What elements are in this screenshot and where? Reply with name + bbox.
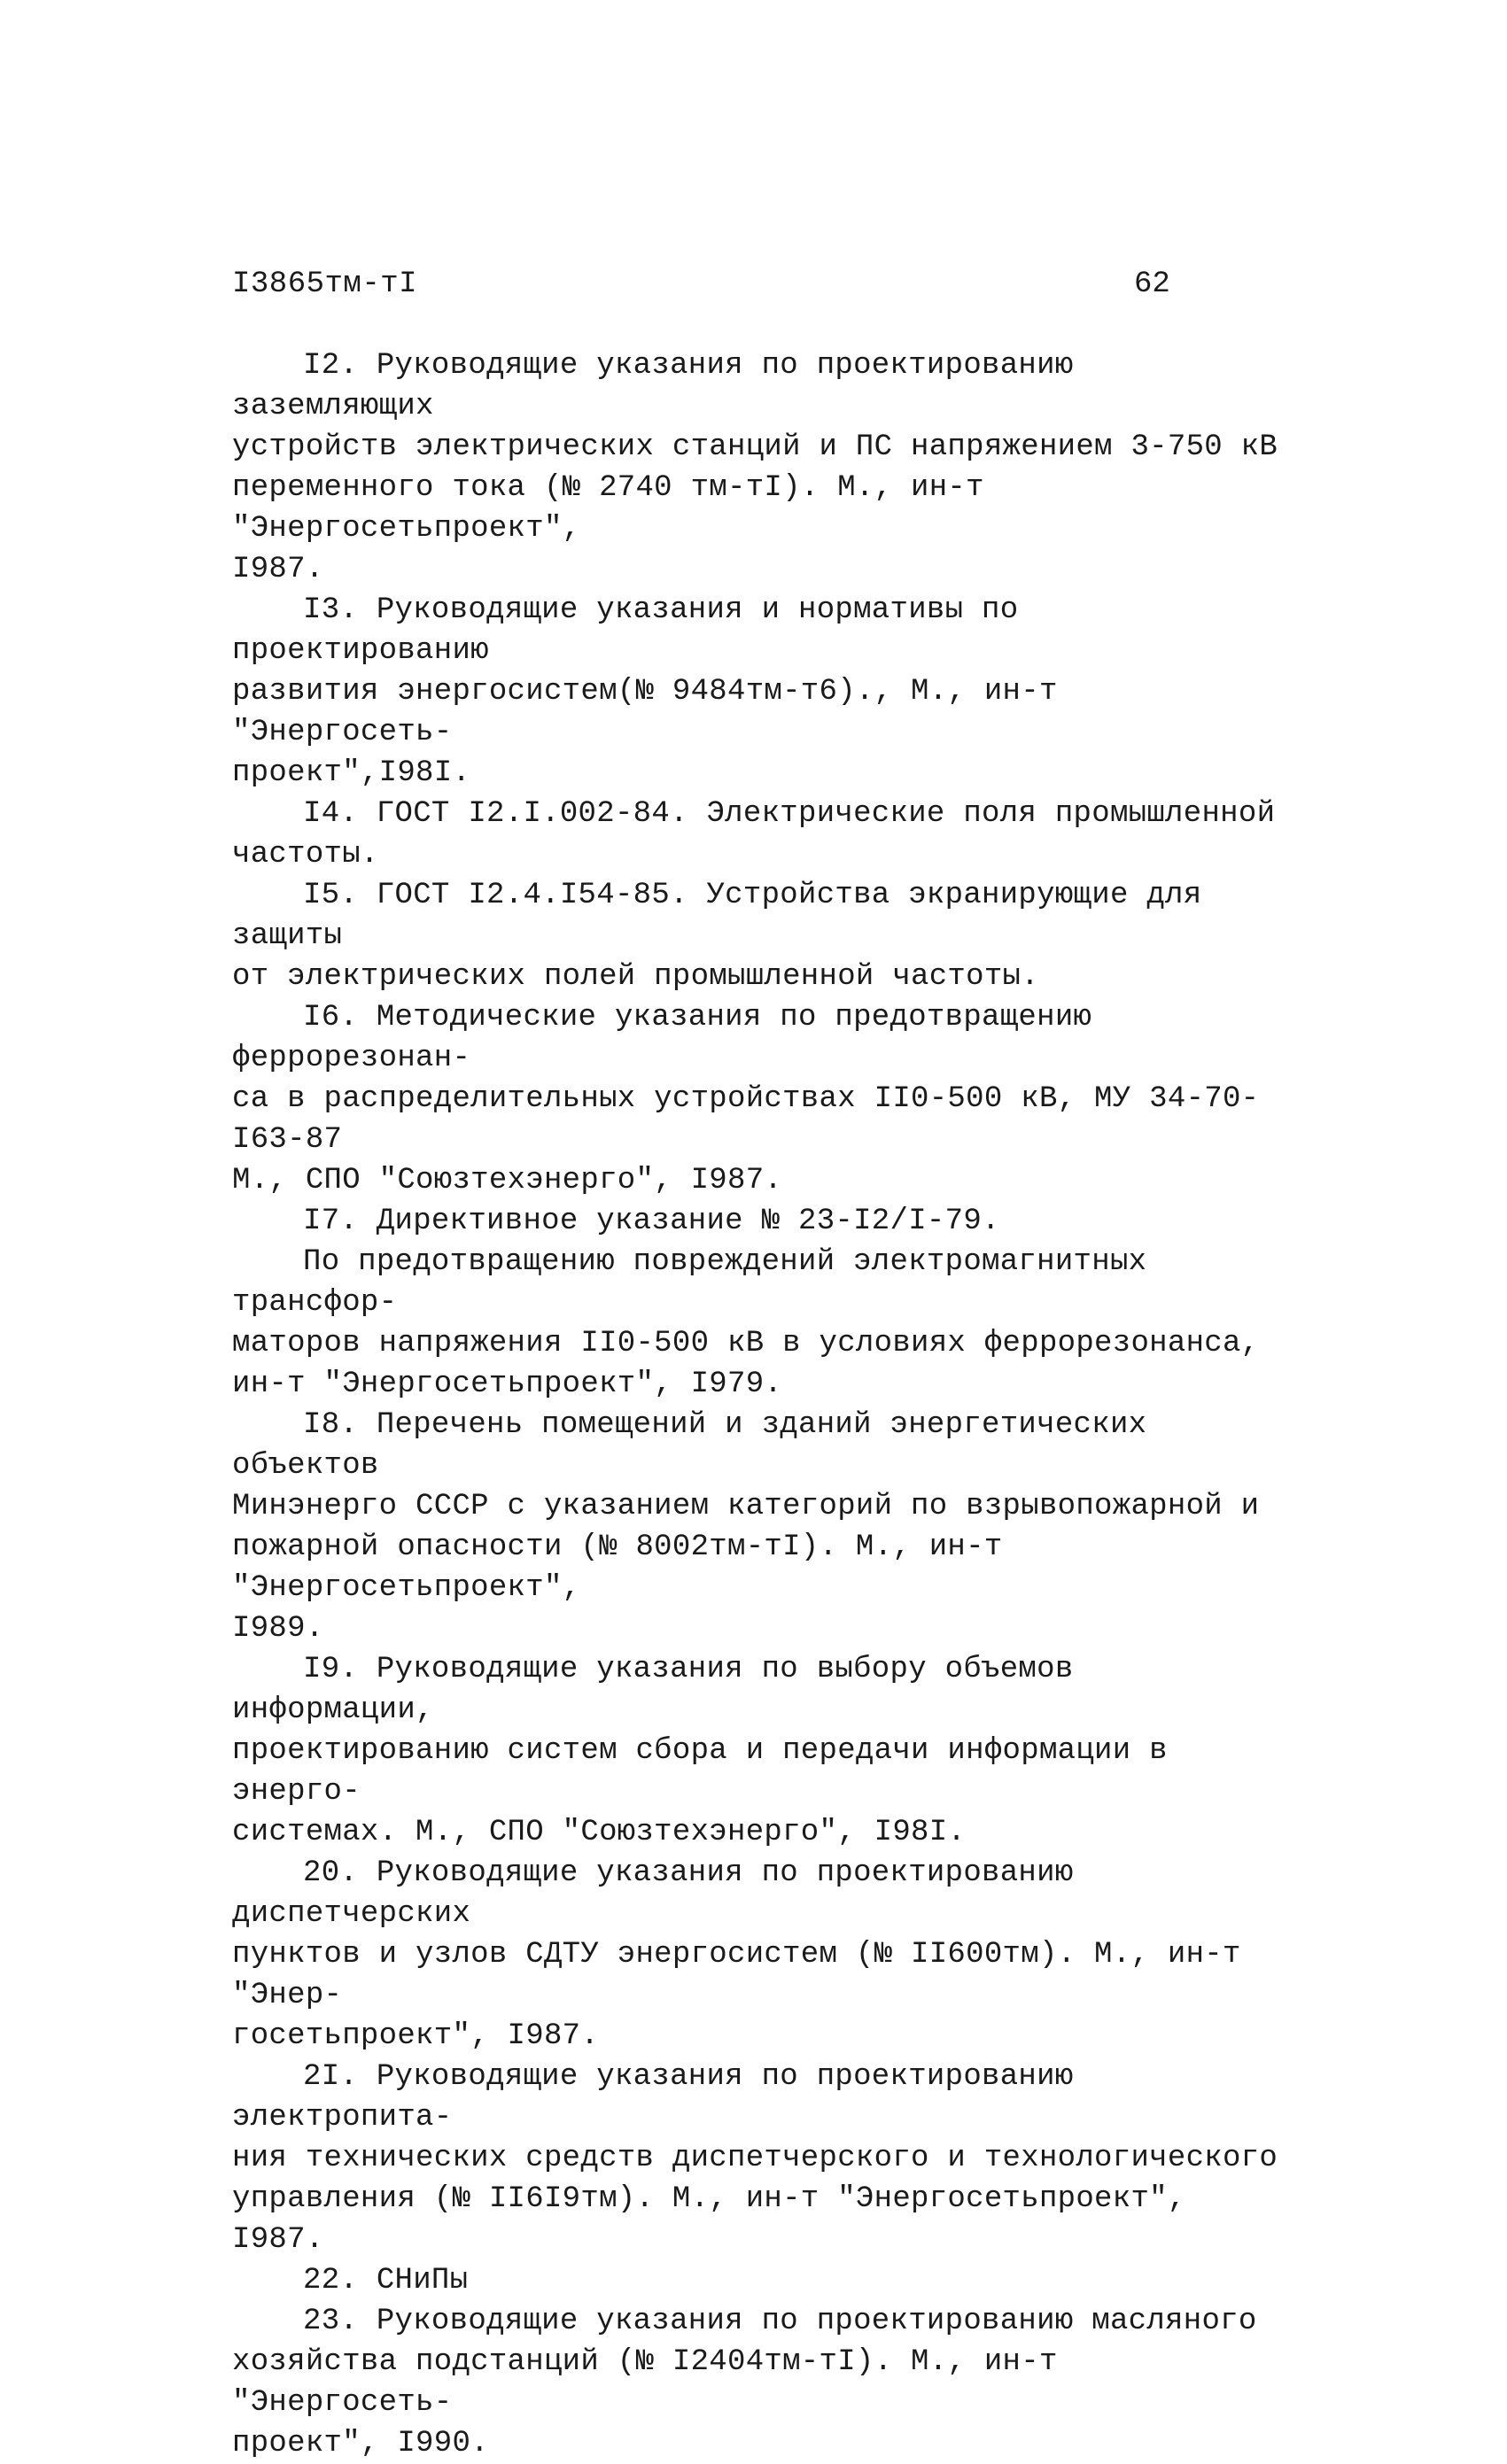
reference-item-21: 2I. Руководящие указания по проектированию электропита- ния технических средств диспетчерского и технологического управления (№ II6I9тм). М., ин-т "Энергосетьпроект", I987.: [232, 2060, 1278, 2257]
document-code: I3865тм-тI: [232, 267, 418, 301]
reference-item-13: I3. Руководящие указания и нормативы по проектированию развития энергосистем(№ 9484тм-т6)., М., ин-т "Энергосеть- проект",I98I.: [232, 593, 1058, 790]
reference-item-20: 20. Руководящие указания по проектированию диспетчерских пунктов и узлов СДТУ энергосистем (№ II600тм). М., ин-т "Энер- госетьпроект", I987.: [232, 1856, 1241, 2053]
page-number: 62: [1134, 267, 1170, 301]
reference-item-16: I6. Методические указания по предотвращению феррорезонан- са в распределительных устройствах II0-500 кВ, МУ 34-70-I63-87 М., СПО "Союзтехэнерго", I987.: [232, 1001, 1260, 1197]
reference-item-19: I9. Руководящие указания по выбору объемов информации, проектированию систем сбора и передачи информации в энерго- системах. М., СПО "Союзтехэнерго", I98I.: [232, 1653, 1168, 1849]
reference-item-12: I2. Руководящие указания по проектированию заземляющих устройств электрических станций и ПС напряжением 3-750 кВ переменного тока (№ 2740 тм-тI). М., ин-т "Энергосетьпроект", I987.: [232, 349, 1278, 586]
reference-item-15: I5. ГОСТ I2.4.I54-85. Устройства экранирующие для защиты от электрических полей промышленной частоты.: [232, 879, 1202, 994]
reference-item-14: I4. ГОСТ I2.I.002-84. Электрические поля промышленной частоты.: [232, 797, 1276, 872]
reference-item-17: I7. Директивное указание № 23-I2/I-79.: [303, 1205, 1000, 1238]
reference-list: [232, 345, 1286, 2464]
reference-item-22: 22. СНиПы: [303, 2264, 469, 2297]
reference-item-18: I8. Перечень помещений и зданий энергетических объектов Минэнерго СССР с указанием категорий по взрывопожарной и пожарной опасности (№ 8002тм-тI). М., ин-т "Энергосетьпроект", I989.: [232, 1408, 1260, 1646]
reference-item-23: 23. Руководящие указания по проектированию масляного хозяйства подстанций (№ I2404тм-тI). М., ин-т "Энергосеть- проект", I990.: [232, 2305, 1257, 2460]
reference-item-17-detail: По предотвращению повреждений электромагнитных трансфор- маторов напряжения II0-500 кВ в условиях феррорезонанса, ин-т "Энергосетьпроект", I979.: [232, 1245, 1260, 1401]
